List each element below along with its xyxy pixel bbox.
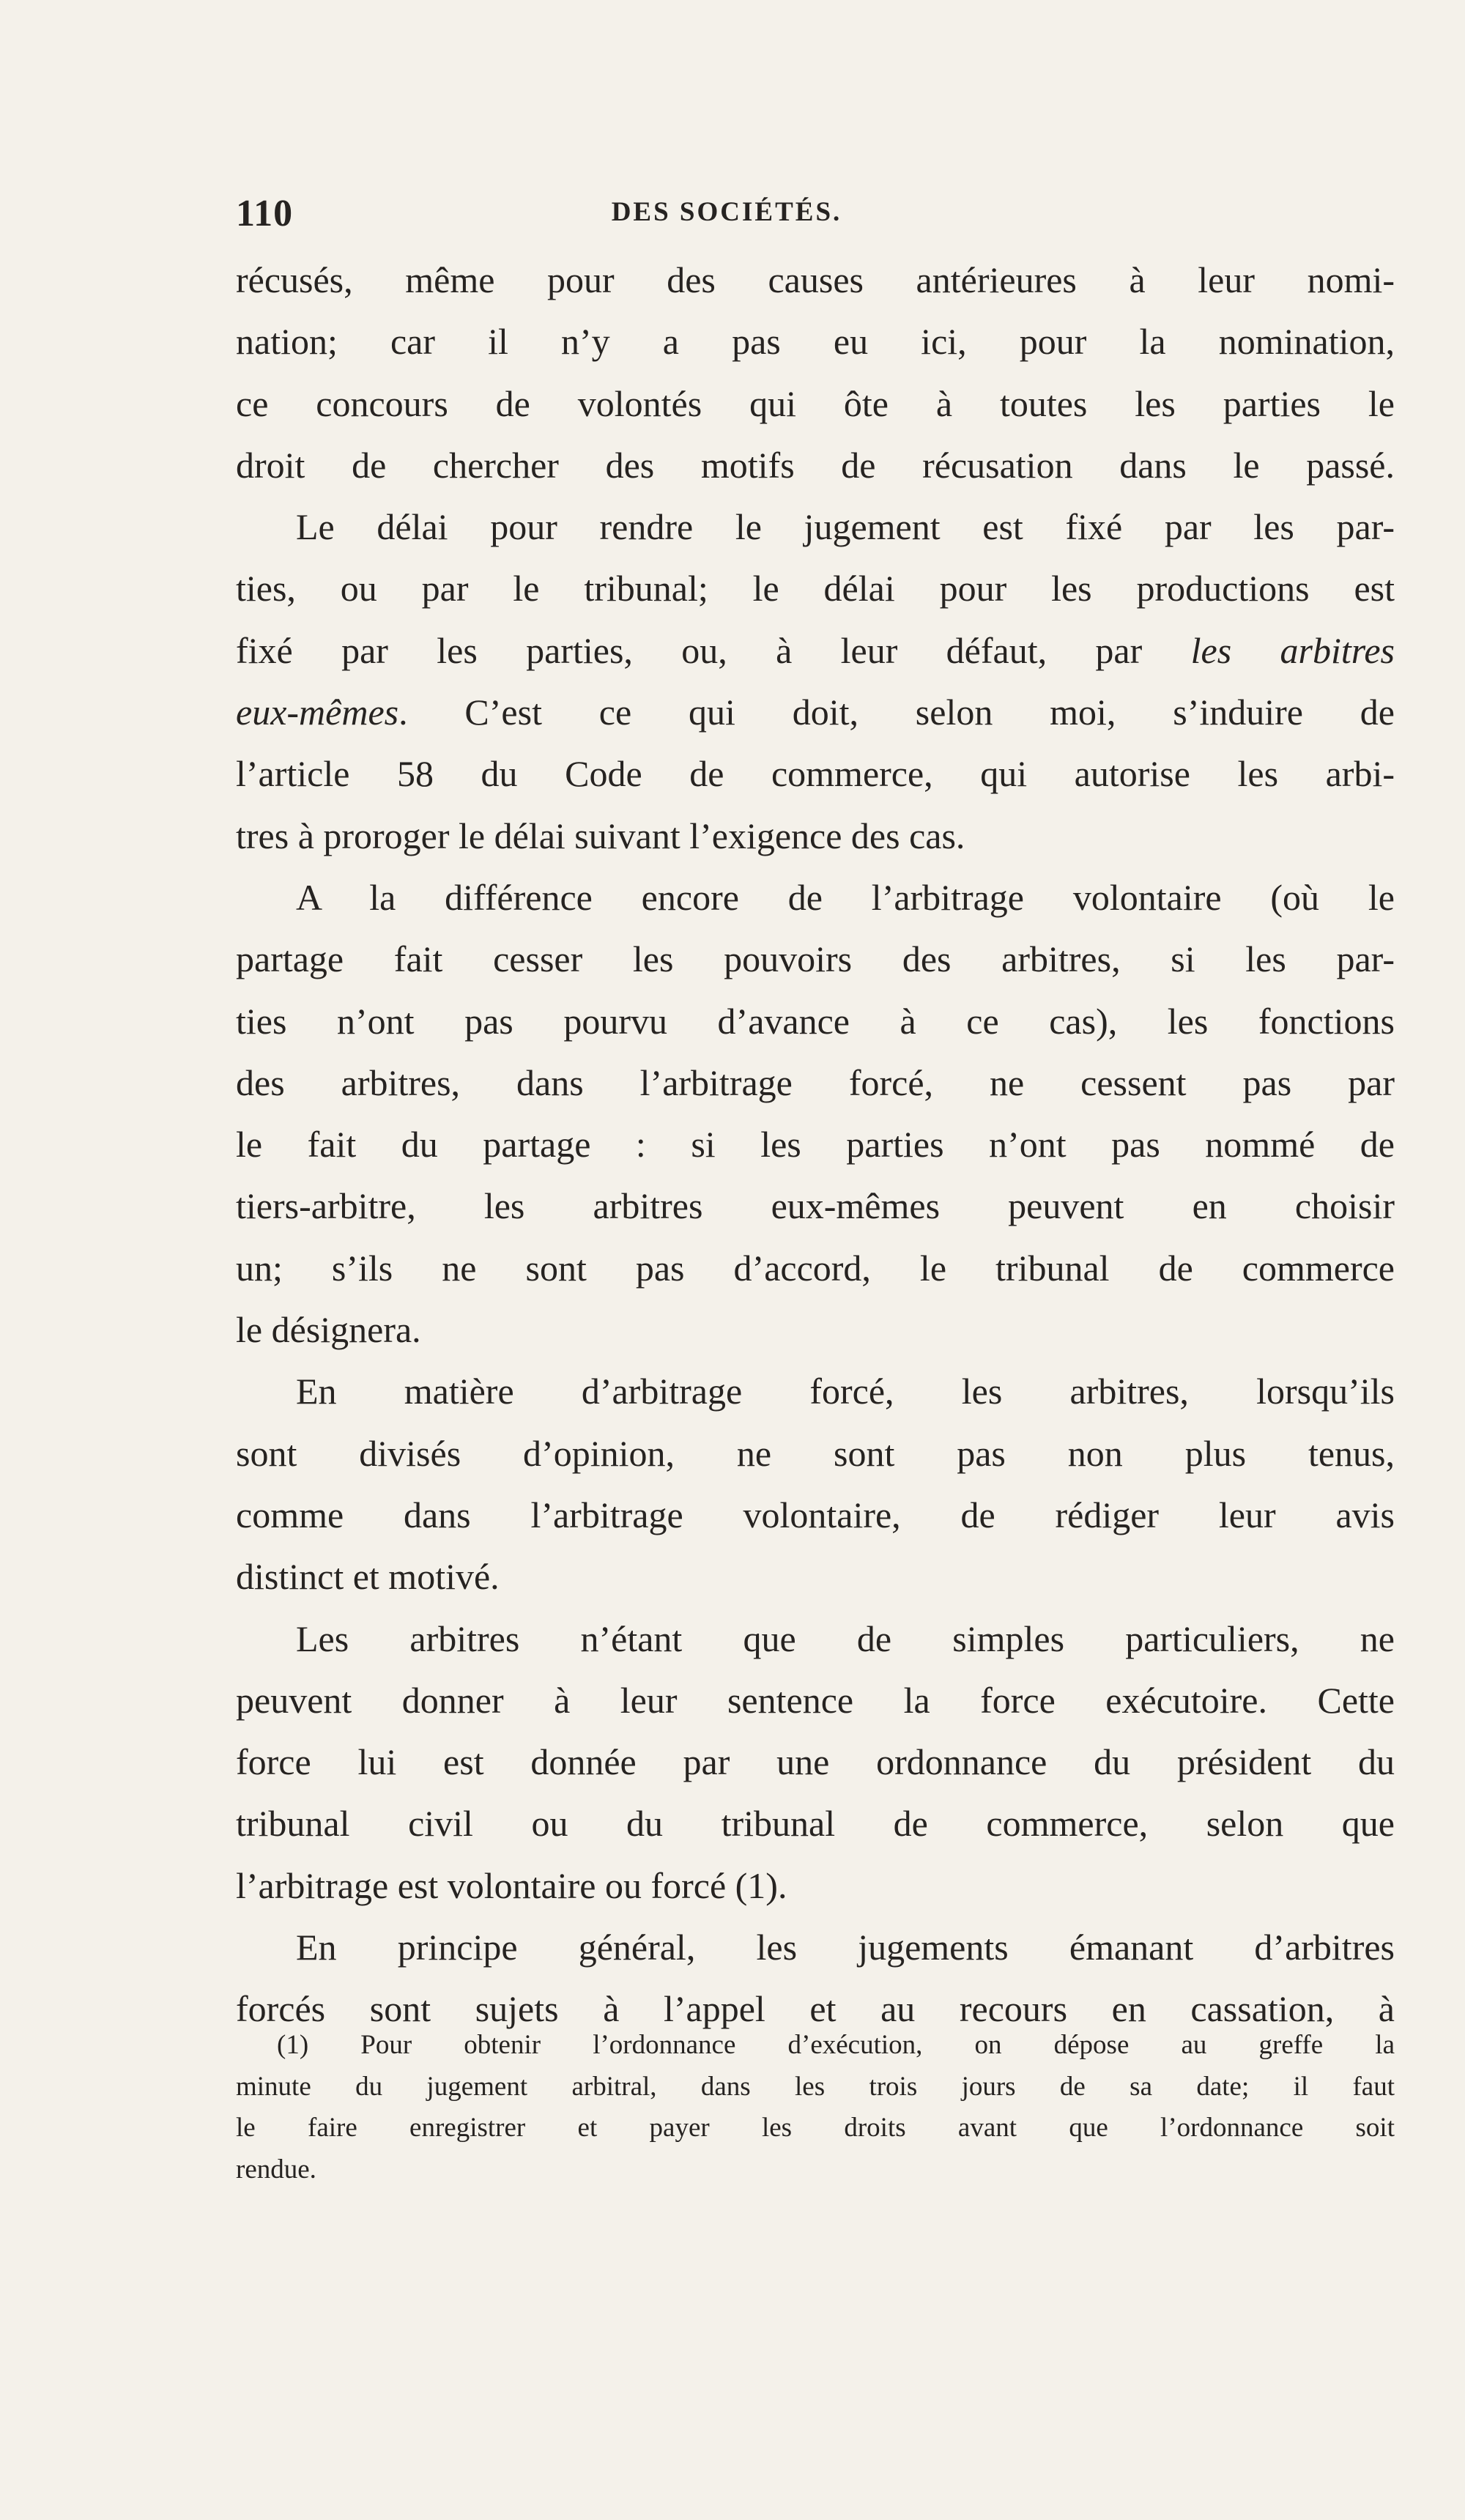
text-line: droit de chercher des motifs de récusation dans le passé. [236, 444, 1395, 486]
text-line: l’article 58 du Code de commerce, qui autorise les arbi- [236, 753, 1395, 795]
text-line: tribunal civil ou du tribunal de commerce, selon que [236, 1803, 1395, 1845]
text-line: comme dans l’arbitrage volontaire, de rédiger leur avis [236, 1494, 1395, 1535]
text-line: récusés, même pour des causes antérieures à leur nomi- [236, 259, 1395, 300]
body-text [236, 249, 1395, 2040]
text-line [236, 620, 1395, 681]
paragraph-start-line: Le délai pour rendre le jugement est fixé par les par- [296, 506, 1395, 548]
running-title: DES SOCIÉTÉS. [611, 197, 842, 227]
text-line: partage fait cesser les pouvoirs des arbitres, si les par- [236, 938, 1395, 980]
text-line: le fait du partage : si les parties n’ont pas nommé de [236, 1124, 1395, 1166]
text-line: distinct et motivé. [236, 1556, 500, 1598]
text-line: un; s’ils ne sont pas d’accord, le tribunal de commerce [236, 1247, 1395, 1289]
italic-phrase: les arbitres [1190, 629, 1395, 671]
text-line: tiers-arbitre, les arbitres eux-mêmes peuvent en choisir [236, 1185, 1395, 1227]
text-line: ties n’ont pas pourvu d’avance à ce cas), les fonctions [236, 1000, 1395, 1042]
italic-phrase: eux-mêmes [236, 692, 399, 733]
text-line: nation; car il n’y a pas eu ici, pour la nomination, [236, 321, 1395, 363]
text-line: tres à proroger le délai suivant l’exigence des cas. [236, 815, 965, 856]
text-line: ce concours de volontés qui ôte à toutes les parties le [236, 382, 1395, 424]
paragraph-start-line: En matière d’arbitrage forcé, les arbitres, lorsqu’ils [296, 1371, 1395, 1412]
text-line: ties, ou par le tribunal; le délai pour les productions est [236, 568, 1395, 609]
text-fragment: fixé par les parties, ou, à leur défaut, par [236, 629, 1191, 671]
paragraph-start-line: En principe général, les jugements émanant d’arbitres [296, 1927, 1395, 1968]
text-line: l’arbitrage est volontaire ou forcé (1). [236, 1864, 787, 1906]
paragraph-start-line: Les arbitres n’étant que de simples particuliers, ne [296, 1617, 1395, 1659]
text-line: peuvent donner à leur sentence la force exécutoire. Cette [236, 1679, 1395, 1721]
text-line: force lui est donnée par une ordonnance du président du [236, 1741, 1395, 1783]
text-line: le désignera. [236, 1309, 421, 1351]
text-line: sont divisés d’opinion, ne sont pas non plus tenus, [236, 1432, 1395, 1474]
text-line [236, 681, 1395, 743]
text-line: forcés sont sujets à l’appel et au recours en cassation, à [236, 1988, 1395, 2030]
page-header [236, 192, 1393, 236]
footnote-line: le faire enregistrer et payer les droits avant que l’ordonnance soit [236, 2113, 1395, 2143]
page-number: 110 [236, 193, 294, 234]
footnote [236, 2025, 1395, 2190]
paragraph-start-line: A la différence encore de l’arbitrage volontaire (où le [296, 876, 1395, 918]
text-fragment: . C’est ce qui doit, selon moi, s’induire de [398, 692, 1395, 733]
footnote-line: rendue. [236, 2154, 316, 2184]
footnote-line: (1) Pour obtenir l’ordonnance d’exécution, on dépose au greffe la [277, 2030, 1395, 2060]
footnote-line: minute du jugement arbitral, dans les trois jours de sa date; il faut [236, 2071, 1395, 2102]
text-line: des arbitres, dans l’arbitrage forcé, ne cessent pas par [236, 1061, 1395, 1103]
